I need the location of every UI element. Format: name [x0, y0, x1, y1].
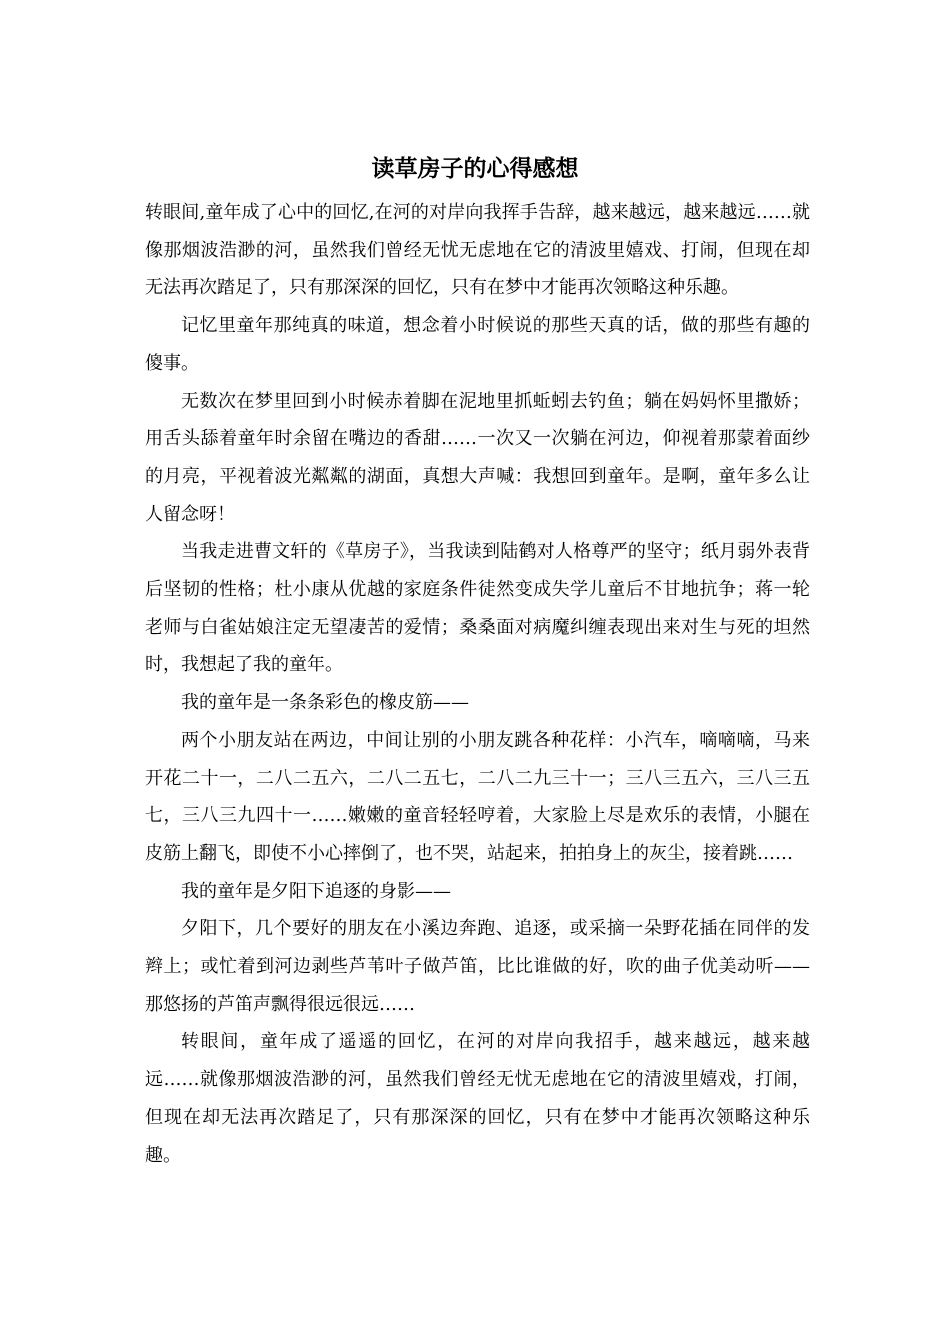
- paragraph-5: 我的童年是一条条彩色的橡皮筋——: [181, 692, 469, 714]
- paragraph-2: 记忆里童年那纯真的味道，想念着小时候说的那些天真的话，做的那些有趣的傻事。: [145, 315, 810, 374]
- paragraph-8: 夕阳下，几个要好的朋友在小溪边奔跑、追逐，或采摘一朵野花插在同伴的发辫上；或忙着到河边剥些芦苇叶子做芦笛，比比谁做的好，吹的曲子优美动听——那悠扬的芦笛声飘得很远很远……: [145, 918, 810, 1015]
- paragraph-4: 当我走进曹文轩的《草房子》，当我读到陆鹤对人格尊严的坚守；纸月弱外表背后坚韧的性格；杜小康从优越的家庭条件徒然变成失学儿童后不甘地抗争；蒋一轮老师与白雀姑娘注定无望凄苦的爱情；桑桑面对病魔纠缠表现出来对生与死的坦然时，我想起了我的童年。: [145, 541, 810, 676]
- document-body: [145, 194, 810, 1174]
- paragraph-6: 两个小朋友站在两边，中间让别的小朋友跳各种花样：小汽车，嘀嘀嘀，马来开花二十一，二八二五六，二八二五七，二八二九三十一；三八三五六，三八三五七，三八三九四十一……嫩嫩的童音轻轻哼着，大家脸上尽是欢乐的表情，小腿在皮筋上翻飞，即使不小心摔倒了，也不哭，站起来，拍拍身上的灰尘，接着跳……: [145, 729, 810, 864]
- paragraph-1: 转眼间,童年成了心中的回忆,在河的对岸向我挥手告辞，越来越远，越来越远……就像那烟波浩渺的河，虽然我们曾经无忧无虑地在它的清波里嬉戏、打闹，但现在却无法再次踏足了，只有那深深的回忆，只有在梦中才能再次领略这种乐趣。: [145, 202, 810, 299]
- paragraph-9: 转眼间，童年成了遥遥的回忆，在河的对岸向我招手，越来越远，越来越远……就像那烟波浩渺的河，虽然我们曾经无忧无虑地在它的清波里嬉戏，打闹，但现在却无法再次踏足了，只有那深深的回忆，只有在梦中才能再次领略这种乐趣。: [145, 1031, 810, 1166]
- document-title: 读草房子的心得感想: [371, 155, 579, 182]
- paragraph-3: 无数次在梦里回到小时候赤着脚在泥地里抓蚯蚓去钓鱼；躺在妈妈怀里撒娇；用舌头舔着童年时余留在嘴边的香甜……一次又一次躺在河边，仰视着那蒙着面纱的月亮，平视着波光粼粼的湖面，真想大声喊：我想回到童年。是啊，童年多么让人留念呀！: [145, 390, 810, 525]
- paragraph-7: 我的童年是夕阳下追逐的身影——: [181, 880, 451, 902]
